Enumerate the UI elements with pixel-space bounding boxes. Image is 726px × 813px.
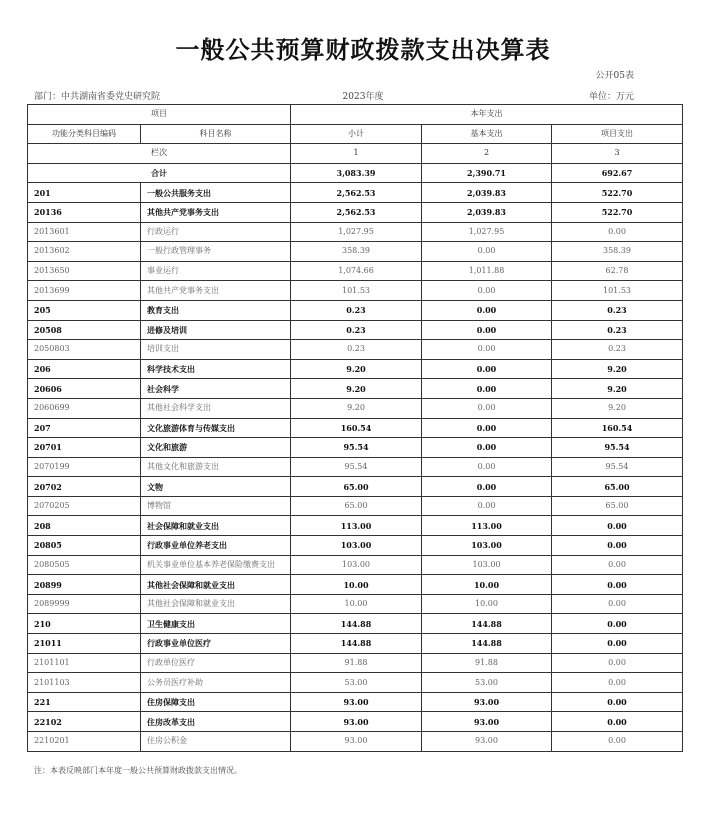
row-basic: 0.00 <box>422 281 552 301</box>
row-project: 0.23 <box>552 300 683 320</box>
row-subtotal: 95.54 <box>291 457 422 477</box>
row-code: 207 <box>28 418 141 438</box>
row-basic: 113.00 <box>422 516 552 536</box>
row-project: 0.23 <box>552 340 683 360</box>
fiscal-year-label: 2023年度 <box>342 92 384 102</box>
row-subtotal: 91.88 <box>291 653 422 673</box>
row-subtotal: 103.00 <box>291 555 422 575</box>
table-row <box>28 340 683 360</box>
row-project: 522.70 <box>552 202 683 222</box>
column-number-label: 栏次 <box>28 144 291 164</box>
row-subtotal: 9.20 <box>291 359 422 379</box>
total-basic: 2,390.71 <box>422 163 552 183</box>
row-subtotal: 65.00 <box>291 496 422 516</box>
table-row <box>28 438 683 458</box>
page-title: 一般公共预算财政拨款支出决算表 <box>175 35 551 64</box>
row-name: 其他社会科学支出 <box>141 398 291 418</box>
row-subtotal: 53.00 <box>291 673 422 693</box>
row-code: 20701 <box>28 438 141 458</box>
row-basic: 0.00 <box>422 379 552 399</box>
row-name: 文化和旅游 <box>141 438 291 458</box>
row-name: 博物馆 <box>141 496 291 516</box>
table-row <box>28 261 683 281</box>
row-subtotal: 95.54 <box>291 438 422 458</box>
row-basic: 0.00 <box>422 359 552 379</box>
table-row <box>28 242 683 262</box>
row-code: 20508 <box>28 320 141 340</box>
row-subtotal: 2,562.53 <box>291 183 422 203</box>
header-current-year-expense: 本年支出 <box>291 105 683 125</box>
row-project: 0.00 <box>552 594 683 614</box>
table-row <box>28 673 683 693</box>
row-basic: 0.00 <box>422 418 552 438</box>
row-project: 0.00 <box>552 555 683 575</box>
row-project: 358.39 <box>552 242 683 262</box>
row-name: 行政运行 <box>141 222 291 242</box>
table-row <box>28 320 683 340</box>
row-subtotal: 113.00 <box>291 516 422 536</box>
row-name: 卫生健康支出 <box>141 614 291 634</box>
row-subtotal: 93.00 <box>291 732 422 752</box>
table-row <box>28 614 683 634</box>
row-basic: 1,011.88 <box>422 261 552 281</box>
row-project: 9.20 <box>552 359 683 379</box>
form-code: 公开05表 <box>595 71 634 81</box>
table-row <box>28 398 683 418</box>
row-name: 住房公积金 <box>141 732 291 752</box>
table-row <box>28 692 683 712</box>
row-project: 0.00 <box>552 712 683 732</box>
row-name: 住房改革支出 <box>141 712 291 732</box>
table-row <box>28 594 683 614</box>
row-project: 0.00 <box>552 692 683 712</box>
row-subtotal: 1,027.95 <box>291 222 422 242</box>
row-code: 221 <box>28 692 141 712</box>
row-subtotal: 144.88 <box>291 634 422 654</box>
row-basic: 103.00 <box>422 555 552 575</box>
row-name: 其他共产党事务支出 <box>141 202 291 222</box>
row-subtotal: 0.23 <box>291 340 422 360</box>
row-project: 65.00 <box>552 496 683 516</box>
row-subtotal: 9.20 <box>291 379 422 399</box>
row-project: 95.54 <box>552 457 683 477</box>
header-basic: 基本支出 <box>422 124 552 144</box>
table-row <box>28 536 683 556</box>
row-basic: 1,027.95 <box>422 222 552 242</box>
table-row <box>28 712 683 732</box>
budget-table <box>27 104 683 752</box>
table-row <box>28 653 683 673</box>
row-name: 其他共产党事务支出 <box>141 281 291 301</box>
row-basic: 0.00 <box>422 398 552 418</box>
row-subtotal: 103.00 <box>291 536 422 556</box>
table-row <box>28 496 683 516</box>
row-name: 社会保障和就业支出 <box>141 516 291 536</box>
table-row <box>28 300 683 320</box>
row-code: 205 <box>28 300 141 320</box>
row-subtotal: 160.54 <box>291 418 422 438</box>
row-project: 0.23 <box>552 320 683 340</box>
row-basic: 144.88 <box>422 634 552 654</box>
row-code: 2013650 <box>28 261 141 281</box>
row-name: 培训支出 <box>141 340 291 360</box>
header-func-code: 功能分类科目编码 <box>28 124 141 144</box>
row-name: 住房保障支出 <box>141 692 291 712</box>
table-row <box>28 732 683 752</box>
row-subtotal: 65.00 <box>291 477 422 497</box>
row-basic: 0.00 <box>422 300 552 320</box>
row-code: 20899 <box>28 575 141 595</box>
total-row <box>28 163 683 183</box>
row-code: 21011 <box>28 634 141 654</box>
row-basic: 2,039.83 <box>422 202 552 222</box>
row-code: 2070205 <box>28 496 141 516</box>
row-project: 0.00 <box>552 634 683 654</box>
row-name: 文物 <box>141 477 291 497</box>
row-code: 2101101 <box>28 653 141 673</box>
row-subtotal: 2,562.53 <box>291 202 422 222</box>
row-code: 2013601 <box>28 222 141 242</box>
row-basic: 0.00 <box>422 242 552 262</box>
row-project: 0.00 <box>552 673 683 693</box>
column-number-2: 2 <box>422 144 552 164</box>
row-project: 0.00 <box>552 575 683 595</box>
table-row <box>28 222 683 242</box>
row-code: 2080505 <box>28 555 141 575</box>
column-number-3: 3 <box>552 144 683 164</box>
table-row <box>28 477 683 497</box>
table-row <box>28 379 683 399</box>
row-code: 2013602 <box>28 242 141 262</box>
row-code: 2050803 <box>28 340 141 360</box>
row-basic: 93.00 <box>422 692 552 712</box>
table-row <box>28 202 683 222</box>
row-name: 事业运行 <box>141 261 291 281</box>
row-project: 95.54 <box>552 438 683 458</box>
row-basic: 0.00 <box>422 340 552 360</box>
header-project: 项目 <box>28 105 291 125</box>
header-row-1 <box>28 105 683 125</box>
unit-label: 单位：万元 <box>588 92 634 102</box>
total-label: 合计 <box>28 163 291 183</box>
row-basic: 91.88 <box>422 653 552 673</box>
table-row <box>28 457 683 477</box>
row-name: 机关事业单位基本养老保险缴费支出 <box>141 555 291 575</box>
row-project: 0.00 <box>552 222 683 242</box>
row-code: 20805 <box>28 536 141 556</box>
row-basic: 144.88 <box>422 614 552 634</box>
row-basic: 0.00 <box>422 438 552 458</box>
row-basic: 2,039.83 <box>422 183 552 203</box>
table-row <box>28 516 683 536</box>
row-code: 20702 <box>28 477 141 497</box>
table-row <box>28 634 683 654</box>
row-basic: 10.00 <box>422 594 552 614</box>
row-code: 2060699 <box>28 398 141 418</box>
row-basic: 103.00 <box>422 536 552 556</box>
row-code: 20136 <box>28 202 141 222</box>
header-project-expense: 项目支出 <box>552 124 683 144</box>
row-project: 62.78 <box>552 261 683 281</box>
row-name: 教育支出 <box>141 300 291 320</box>
row-subtotal: 93.00 <box>291 712 422 732</box>
row-name: 其他文化和旅游支出 <box>141 457 291 477</box>
header-row-2 <box>28 124 683 144</box>
row-name: 社会科学 <box>141 379 291 399</box>
row-basic: 93.00 <box>422 732 552 752</box>
table-row <box>28 281 683 301</box>
row-basic: 10.00 <box>422 575 552 595</box>
row-project: 9.20 <box>552 398 683 418</box>
header-subject-name: 科目名称 <box>141 124 291 144</box>
row-subtotal: 358.39 <box>291 242 422 262</box>
row-project: 65.00 <box>552 477 683 497</box>
row-name: 行政事业单位养老支出 <box>141 536 291 556</box>
row-project: 0.00 <box>552 516 683 536</box>
row-project: 9.20 <box>552 379 683 399</box>
row-name: 进修及培训 <box>141 320 291 340</box>
row-code: 2101103 <box>28 673 141 693</box>
row-name: 文化旅游体育与传媒支出 <box>141 418 291 438</box>
row-name: 科学技术支出 <box>141 359 291 379</box>
row-project: 0.00 <box>552 614 683 634</box>
row-name: 一般行政管理事务 <box>141 242 291 262</box>
row-project: 0.00 <box>552 536 683 556</box>
row-code: 2070199 <box>28 457 141 477</box>
row-code: 201 <box>28 183 141 203</box>
total-project: 692.67 <box>552 163 683 183</box>
row-project: 522.70 <box>552 183 683 203</box>
row-basic: 93.00 <box>422 712 552 732</box>
row-code: 208 <box>28 516 141 536</box>
row-name: 其他社会保障和就业支出 <box>141 575 291 595</box>
row-code: 210 <box>28 614 141 634</box>
row-subtotal: 93.00 <box>291 692 422 712</box>
row-name: 行政单位医疗 <box>141 653 291 673</box>
row-name: 其他社会保障和就业支出 <box>141 594 291 614</box>
row-basic: 0.00 <box>422 477 552 497</box>
row-basic: 0.00 <box>422 320 552 340</box>
department-label: 部门：中共湖南省委党史研究院 <box>34 92 161 102</box>
row-code: 22102 <box>28 712 141 732</box>
row-project: 0.00 <box>552 732 683 752</box>
total-subtotal: 3,083.39 <box>291 163 422 183</box>
row-subtotal: 144.88 <box>291 614 422 634</box>
header-row-column-numbers <box>28 144 683 164</box>
row-code: 2210201 <box>28 732 141 752</box>
table-row <box>28 575 683 595</box>
row-subtotal: 1,074.66 <box>291 261 422 281</box>
row-name: 一般公共服务支出 <box>141 183 291 203</box>
row-project: 0.00 <box>552 653 683 673</box>
row-subtotal: 101.53 <box>291 281 422 301</box>
row-basic: 0.00 <box>422 457 552 477</box>
table-row <box>28 555 683 575</box>
row-project: 101.53 <box>552 281 683 301</box>
column-number-1: 1 <box>291 144 422 164</box>
footnote: 注：本表反映部门本年度一般公共预算财政拨款支出情况。 <box>34 766 242 775</box>
row-subtotal: 10.00 <box>291 575 422 595</box>
row-code: 20606 <box>28 379 141 399</box>
row-name: 行政事业单位医疗 <box>141 634 291 654</box>
row-subtotal: 9.20 <box>291 398 422 418</box>
table-row <box>28 359 683 379</box>
row-code: 2013699 <box>28 281 141 301</box>
row-name: 公务员医疗补助 <box>141 673 291 693</box>
row-code: 206 <box>28 359 141 379</box>
row-project: 160.54 <box>552 418 683 438</box>
table-row <box>28 418 683 438</box>
row-basic: 0.00 <box>422 496 552 516</box>
row-basic: 53.00 <box>422 673 552 693</box>
row-subtotal: 10.00 <box>291 594 422 614</box>
row-subtotal: 0.23 <box>291 320 422 340</box>
table-row <box>28 183 683 203</box>
header-subtotal: 小计 <box>291 124 422 144</box>
row-subtotal: 0.23 <box>291 300 422 320</box>
row-code: 2089999 <box>28 594 141 614</box>
